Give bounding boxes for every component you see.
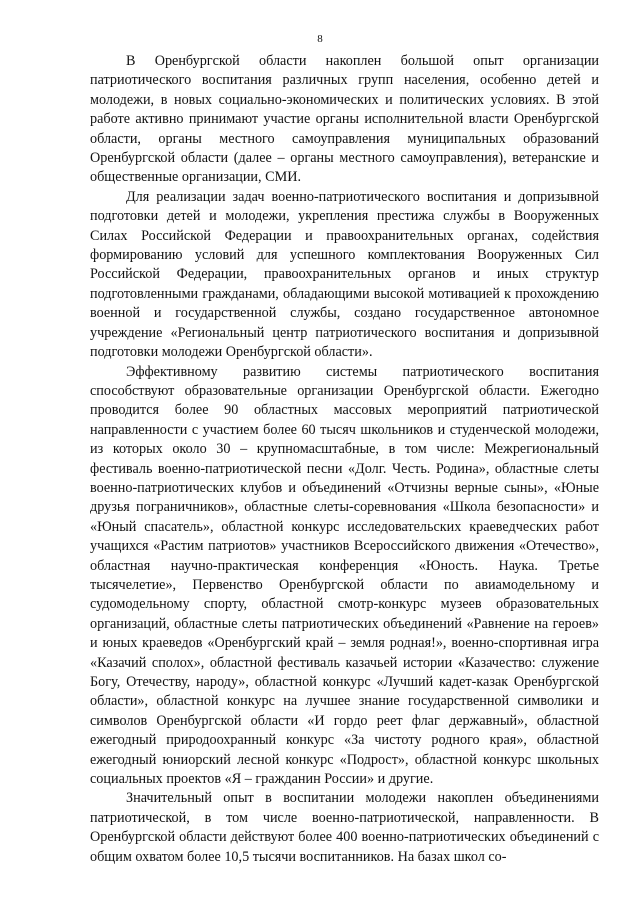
paragraph-educational-events: Эффективному развитию системы патриотического воспитания способствуют образовательные организации Оренбургской области. Ежегодно проводится более 90 областных массовых мероприятий патриотической направленности с участием более 60 тысяч школьников и студенческой молодежи, из которых около 30 – крупномасштабные, в том числе: Межрегиональный фестиваль военно-патриотической песни «Долг. Честь. Родина», областные слеты военно-патриотических клубов и объединений «Отчизны верные сыны», «Юные друзья пограничников», областные слеты-соревнования «Школа безопасности» и «Юный спасатель», областной конкурс исследовательских краеведческих работ учащихся «Растим патриотов» участников Всероссийского движения «Отечество», областная научно-практическая конференция «Юность. Наука. Третье тысячелетие», Первенство Оренбургской области по авиамодельному и судомодельному спорту, областной смотр-конкурс музеев образовательных организаций, областные слеты патриотических объединений «Равнение на героев» и юных краеведов «Оренбургский край – земля родная!», военно-спортивная игра «Казачий сполох», областной фестиваль казачьей истории «Казачество: служение Богу, Отечеству, народу», областной конкурс «Лучший кадет-казак Оренбургской области», областной конкурс на лучшее знание государственной символики и символов Оренбургской области «И гордо реет флаг державный», областной ежегодный природоохранный конкурс «За чистоту родного края», областной ежегодный юниорский лесной конкурс «Подрост», областной конкурс школьных социальных проектов «Я – гражданин России» и другие. [90,363,599,788]
paragraph-regional-center: Для реализации задач военно-патриотического воспитания и допризывной подготовки детей и молодежи, укрепления престижа службы в Вооруженных Силах Российской Федерации и правоохранительных органах, содействия формированию условий для успешного комплектования Вооруженных Сил Российской Федерации, правоохранительных органов и иных структур подготовленными гражданами, обладающими высокой мотивацией к прохождению военной и государственной службы, создано государственное автономное учреждение «Региональный центр патриотического воспитания и допризывной подготовки молодежи Оренбургской области». [90,188,599,361]
paragraph-patriotic-associations: Значительный опыт в воспитании молодежи накоплен объединениями патриотической, в том числе военно-патриотической, направленности. В Оренбургской области действуют более 400 военно-патриотических объединений с общим охватом более 10,5 тысячи воспитанников. На базах школ со- [90,790,599,865]
page-number: 8 [317,33,323,45]
paragraph-regional-experience: В Оренбургской области накоплен большой опыт организации патриотического воспитания различных групп населения, особенно детей и молодежи, в новых социально-экономических и политических условиях. В этой работе активно принимают участие органы исполнительной власти Оренбургской области, органы местного самоуправления муниципальных образований Оренбургской области (далее – органы местного самоуправления), ветеранские и общественные организации, СМИ. [90,53,599,186]
body-text [90,52,599,867]
